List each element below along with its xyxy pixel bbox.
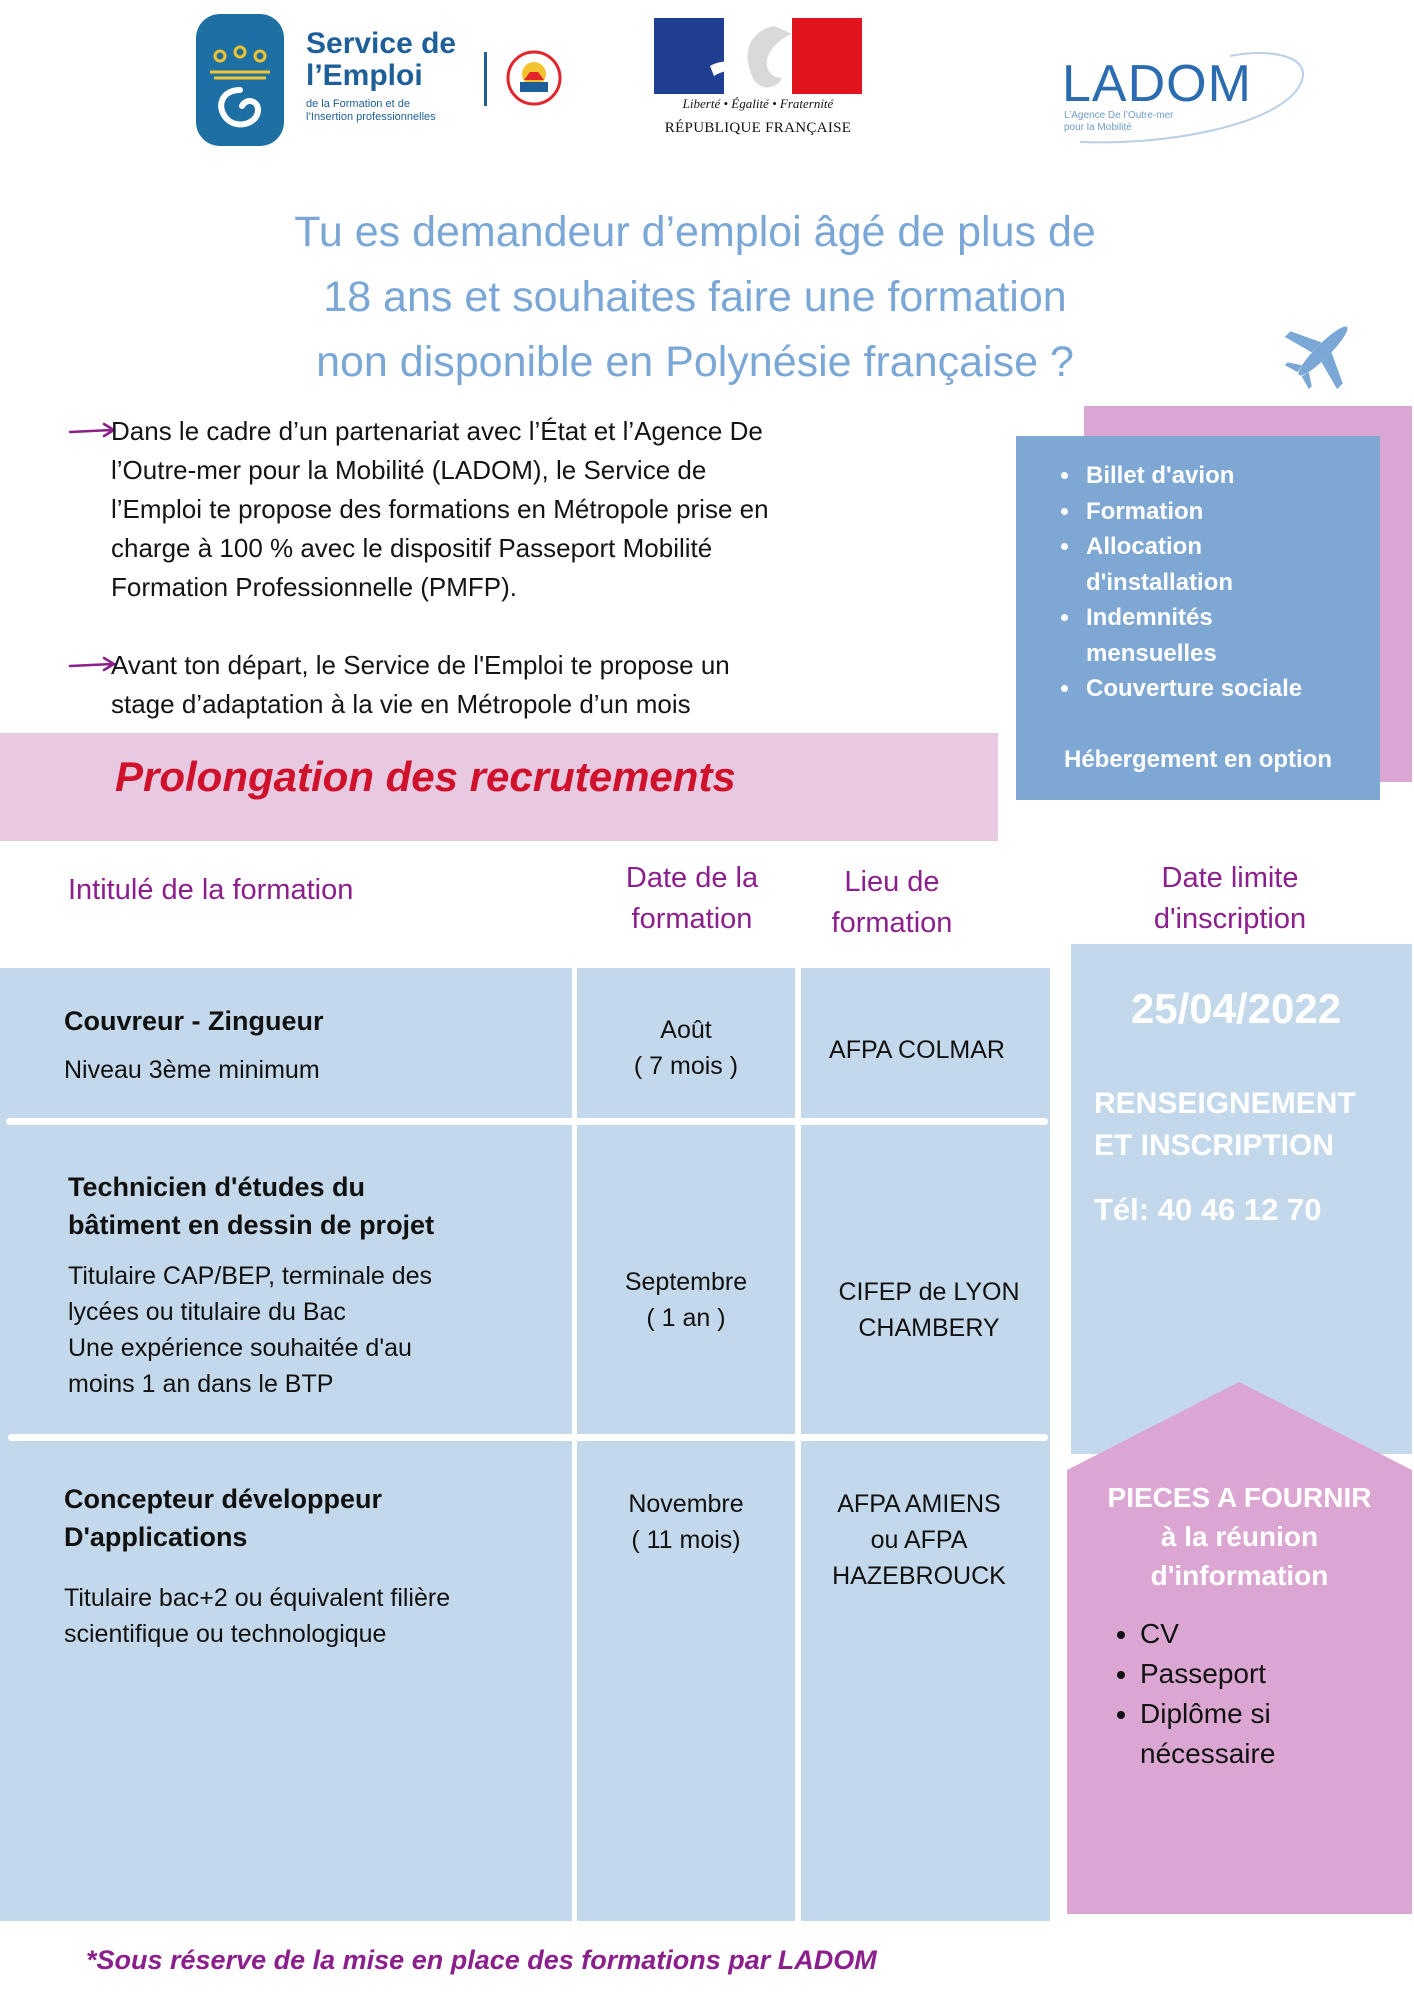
table-column-lieu — [801, 968, 1050, 1921]
header-date-formation: Date de la formation — [625, 862, 759, 935]
republique-name: RÉPUBLIQUE FRANÇAISE — [664, 120, 852, 136]
text-line: bâtiment en dessin de projet — [68, 1210, 435, 1240]
text-line: scientifique ou technologique — [64, 1620, 387, 1648]
text-line: lycées ou titulaire du Bac — [68, 1298, 346, 1326]
benefit-item-line: • Indemnités — [1086, 604, 1213, 631]
course-lieu — [801, 1032, 1033, 1068]
benefit-item — [1082, 529, 1382, 600]
piece-item-line: nécessaire — [1140, 1738, 1276, 1769]
course-title — [68, 1168, 568, 1244]
course-lieu — [801, 1486, 1037, 1594]
text-line: Dans le cadre d’un partenariat avec l’État et l’Agence De — [111, 416, 763, 446]
table-row — [64, 1002, 564, 1088]
piece-item-line: • CV — [1140, 1618, 1179, 1649]
benefit-item-line: • Allocation — [1086, 533, 1203, 560]
course-date: Novembre ( 11 mois) — [628, 1490, 744, 1554]
service-emploi-logo-icon — [196, 14, 284, 146]
polynesie-emblem-icon — [506, 50, 562, 106]
deadline-date: 25/04/2022 — [1130, 985, 1342, 1032]
course-lieu — [801, 1274, 1057, 1346]
republique-motto: Liberté • Égalité • Fraternité — [682, 96, 834, 111]
piece-item — [1140, 1654, 1400, 1694]
text-line: AFPA AMIENS — [837, 1490, 1001, 1518]
piece-item — [1140, 1694, 1400, 1774]
text-line: D'applications — [64, 1522, 248, 1552]
piece-item-line: • Passeport — [1140, 1658, 1267, 1689]
benefit-item — [1082, 671, 1382, 707]
text-line: Titulaire bac+2 ou équivalent filière — [64, 1584, 451, 1612]
course-title — [64, 1480, 564, 1556]
renseignement-label: RENSEIGNEMENT ET INSCRIPTION — [1094, 1087, 1356, 1162]
airplane-icon — [1282, 310, 1364, 392]
table-column-date — [577, 968, 795, 1921]
text-line: stage d’adaptation à la vie en Métropole d’un mois — [111, 689, 691, 719]
piece-item — [1140, 1614, 1400, 1654]
benefit-item-line: d'installation — [1086, 568, 1234, 596]
benefit-item-line: • Couverture sociale — [1086, 675, 1303, 702]
text-line: ou AFPA — [870, 1526, 968, 1554]
text-line: Avant ton départ, le Service de l'Emploi te propose un — [111, 650, 730, 680]
hebergement-option: Hébergement en option — [1063, 746, 1333, 773]
service-emploi-title: Service de l’Emploi — [306, 27, 457, 92]
text-line: Technicien d'études du — [68, 1172, 365, 1202]
benefit-item — [1082, 494, 1382, 530]
course-date: Septembre ( 1 an ) — [624, 1268, 748, 1332]
headline: Tu es demandeur d’emploi âgé de plus de 18 ans et souhaites faire une formation non disponible en Polynésie française ? — [294, 208, 1096, 386]
ladom-tagline: L’Agence De l’Outre-mer pour la Mobilité — [1064, 110, 1174, 133]
benefit-item-line: mensuelles — [1086, 639, 1217, 667]
header-date-limite: Date limite d'inscription — [1153, 862, 1307, 935]
intro-paragraph-partnership — [111, 412, 941, 607]
text-line: l’Emploi te propose des formations en Métropole prise en — [111, 494, 769, 524]
logo-divider — [484, 52, 487, 106]
benefit-item-line: • Formation — [1086, 497, 1204, 525]
text-line: l’Outre-mer pour la Mobilité (LADOM), le Service de — [111, 455, 707, 485]
table-column-intitule — [0, 968, 572, 1921]
benefit-item — [1082, 600, 1382, 671]
text-line: CIFEP de LYON — [838, 1278, 1020, 1306]
table-row — [64, 1480, 564, 1652]
text-line: Formation Professionnelle (PMFP). — [111, 572, 518, 602]
text-line: Niveau 3ème minimum — [64, 1056, 320, 1084]
text-line: CHAMBERY — [858, 1314, 1000, 1342]
text-line: moins 1 an dans le BTP — [68, 1370, 334, 1398]
header-lieu-formation: Lieu de formation — [831, 866, 953, 939]
course-date: Août ( 7 mois ) — [633, 1016, 739, 1080]
text-line: Titulaire CAP/BEP, terminale des — [68, 1262, 433, 1290]
phone-number: Tél: 40 46 12 70 — [1094, 1192, 1322, 1227]
row-separator — [8, 1434, 1048, 1441]
text-line: HAZEBROUCK — [832, 1562, 1006, 1590]
course-description — [68, 1258, 568, 1402]
ladom-name: LADOM — [1062, 55, 1252, 113]
course-description — [64, 1580, 564, 1652]
row-separator — [6, 1118, 1048, 1125]
pieces-title: PIECES A FOURNIR à la réunion d'information — [1107, 1482, 1372, 1591]
course-description — [64, 1052, 564, 1088]
text-line: Concepteur développeur — [64, 1484, 383, 1514]
footnote: *Sous réserve de la mise en place des formations par LADOM — [86, 1945, 877, 1975]
table-row — [68, 1168, 568, 1402]
pieces-list — [1104, 1614, 1400, 1774]
course-title — [64, 1002, 564, 1040]
piece-item-line: • Diplôme si — [1140, 1698, 1271, 1729]
benefits-list — [1052, 458, 1382, 707]
text-line: Couvreur - Zingueur — [64, 1006, 324, 1036]
text-line: Une expérience souhaitée d'au — [68, 1334, 412, 1362]
text-line: charge à 100 % avec le dispositif Passeport Mobilité — [111, 533, 713, 563]
service-emploi-subtitle: de la Formation et de l’Insertion professionnelles — [306, 98, 436, 123]
intro-paragraph-adaptation — [111, 646, 941, 724]
prolongation-banner-text: Prolongation des recrutements — [115, 753, 736, 800]
text-line: AFPA COLMAR — [829, 1036, 1005, 1064]
benefit-item-line: • Billet d'avion — [1086, 462, 1235, 489]
benefit-item — [1082, 458, 1382, 494]
header-intitule: Intitulé de la formation — [68, 874, 354, 906]
